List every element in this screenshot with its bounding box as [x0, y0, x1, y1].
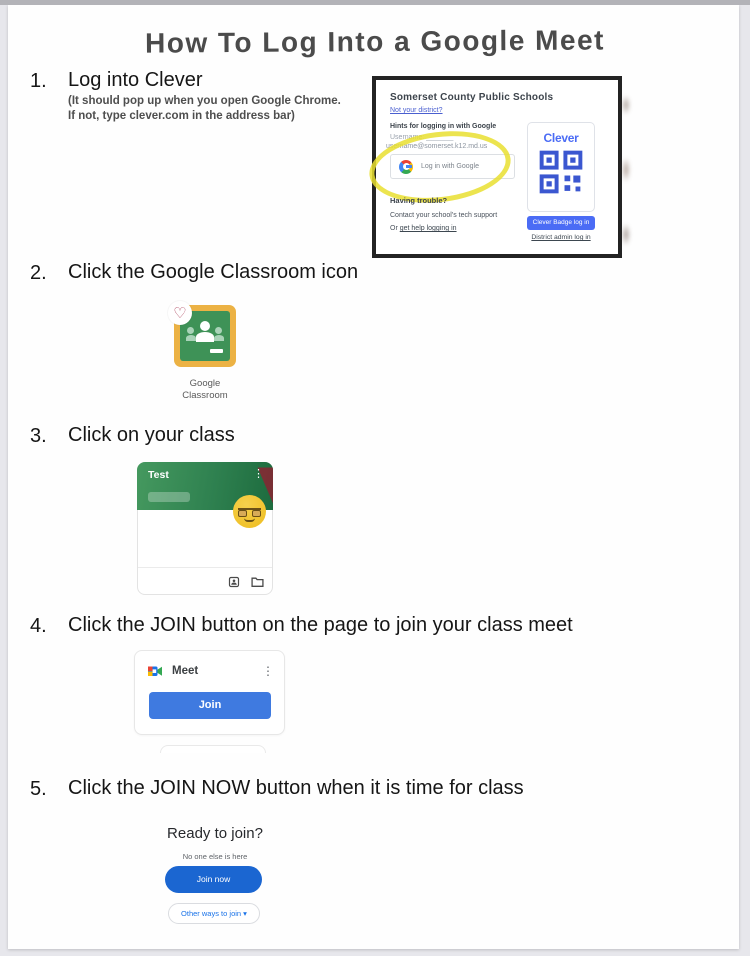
classroom-label-line1: Google: [189, 378, 221, 389]
assignment-icon[interactable]: [228, 576, 240, 588]
clever-hints-label: Hints for logging in with Google: [390, 123, 497, 130]
kebab-menu-icon[interactable]: ⋮: [253, 468, 264, 480]
get-help-link[interactable]: get help logging in: [399, 225, 457, 232]
having-trouble-label: Having trouble?: [390, 196, 448, 205]
clever-school-name: Somerset County Public Schools: [390, 92, 554, 103]
classroom-side-figure: [214, 327, 224, 341]
next-card-edge: [160, 745, 266, 753]
avatar-mouth: [244, 518, 255, 522]
avatar: [233, 495, 266, 528]
other-ways-to-join-button[interactable]: Other ways to join ▾: [168, 903, 260, 924]
step1-note: [68, 94, 341, 124]
class-card[interactable]: [137, 462, 273, 595]
class-card-subtitle-placeholder: [148, 492, 190, 502]
clever-badge-qr-icon: [539, 150, 583, 194]
clever-username-value: username@somerset.k12.md.us: [386, 143, 488, 150]
class-card-footer-icons: [228, 576, 264, 588]
ready-to-join-title: Ready to join?: [167, 825, 263, 842]
step4-number: 4.: [30, 615, 47, 637]
heart-icon: ♡: [168, 301, 192, 325]
join-button[interactable]: Join: [149, 692, 271, 719]
district-admin-login-link[interactable]: District admin log in: [531, 234, 591, 241]
step1-note-line2: If not, type clever.com in the address bar): [68, 109, 295, 122]
or-label: Or: [390, 225, 400, 232]
clever-login-screenshot: [372, 76, 622, 258]
no-one-else-text: No one else is here: [182, 852, 248, 861]
photo-smudge-artifact: [620, 92, 632, 254]
step2-number: 2.: [30, 262, 47, 284]
google-meet-icon: [147, 663, 163, 679]
step2-heading: Click the Google Classroom icon: [68, 261, 359, 283]
not-your-district-link[interactable]: Not your district?: [390, 107, 443, 114]
clever-logo: Clever: [543, 131, 579, 145]
step3-number: 3.: [30, 425, 47, 447]
step1-number: 1.: [30, 70, 47, 92]
classroom-label-line2: Classroom: [182, 389, 228, 401]
step3-heading: Click on your class: [68, 424, 235, 446]
classroom-icon-label: [144, 378, 266, 402]
avatar-glasses: [238, 508, 261, 516]
clever-badge-panel: [527, 122, 595, 212]
step1-heading: Log into Clever: [68, 69, 203, 91]
contact-support-text: Contact your school's tech support: [390, 212, 498, 219]
chevron-down-icon: ▾: [241, 909, 247, 918]
classroom-tray: [210, 349, 223, 353]
classroom-side-figure: [186, 327, 196, 341]
class-card-divider: [138, 567, 272, 568]
step5-number: 5.: [30, 778, 47, 800]
clever-badge-login-button[interactable]: Clever Badge log in: [527, 216, 595, 230]
meet-card-app-name: Meet: [172, 665, 199, 677]
page-title: How To Log Into a Google Meet: [144, 24, 606, 59]
meet-card: [134, 650, 285, 735]
meet-card-header: [147, 663, 274, 679]
step4-heading: Click the JOIN button on the page to join your class meet: [68, 614, 573, 636]
google-button-label: Log in with Google: [421, 163, 479, 170]
classroom-center-figure: [196, 321, 214, 342]
folder-icon[interactable]: [251, 576, 264, 588]
class-card-title: Test: [148, 469, 169, 481]
kebab-menu-icon[interactable]: ⋮: [262, 664, 274, 678]
step1-note-line1: (It should pop up when you open Google Chrome.: [68, 95, 341, 107]
step5-heading: Click the JOIN NOW button when it is time for class: [68, 777, 524, 799]
clever-username-label: Username: _______: [390, 134, 454, 141]
top-edge-bar: [0, 0, 750, 5]
join-now-button[interactable]: Join now: [165, 866, 262, 893]
get-help-line: [390, 225, 457, 232]
